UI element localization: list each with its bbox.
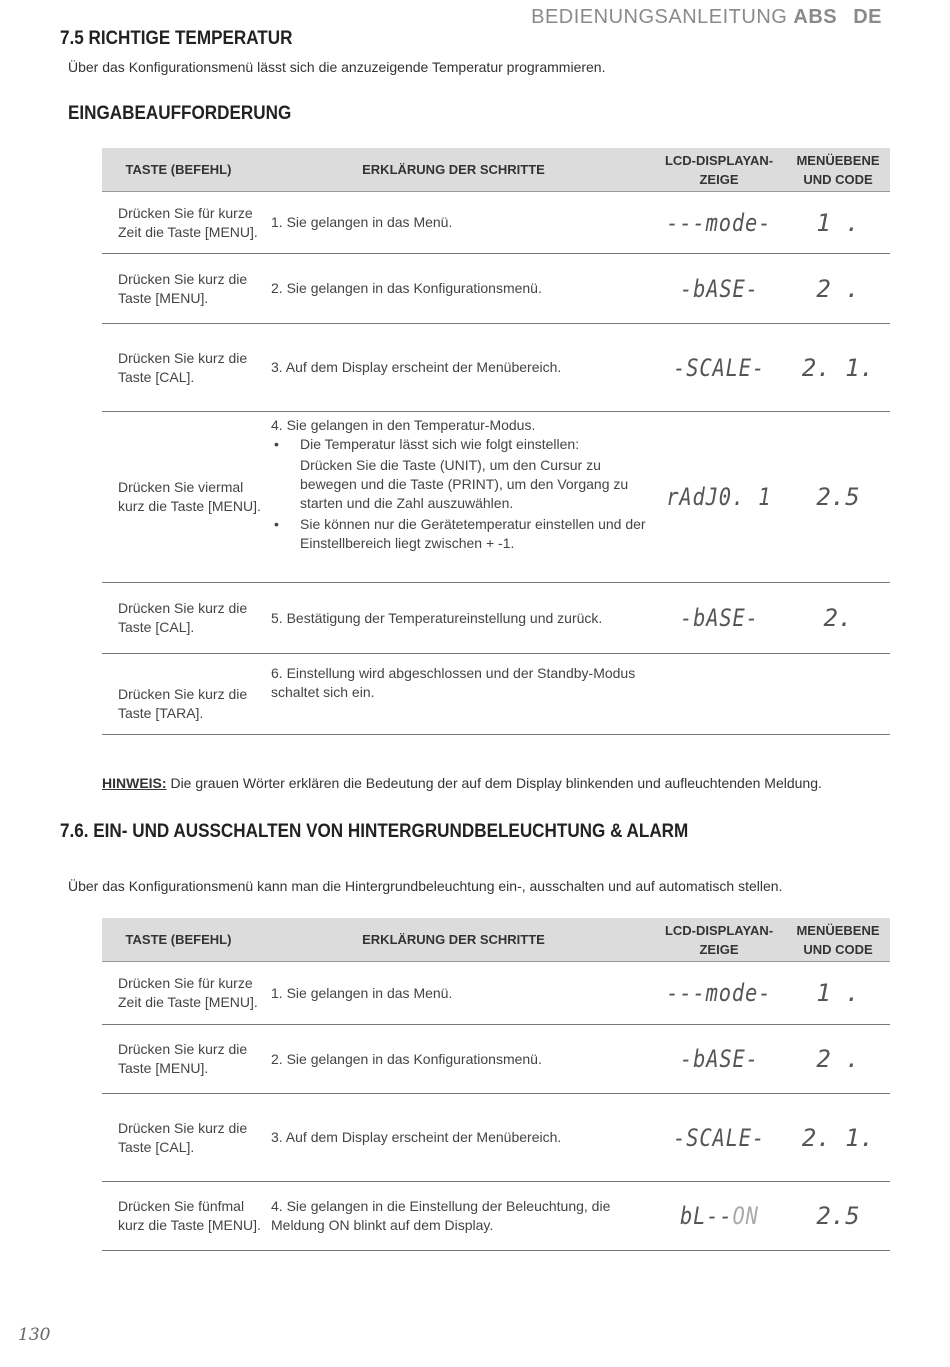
menu-code: 2.5: [816, 483, 860, 511]
key-cell: Drücken Sie kurz die Taste [MENU].: [118, 270, 248, 306]
step-cell: 6. Einstellung wird abgeschlossen und der Standby-Modus schaltet sich ein.: [271, 665, 636, 700]
subsection-title-prompt: EINGABEAUFFORDERUNG: [68, 103, 292, 124]
lcd-cell: [652, 685, 786, 703]
table-row: [102, 962, 890, 1025]
section-title-temperature: 7.5 RICHTIGE TEMPERATUR: [60, 28, 293, 49]
table-row: [102, 1094, 890, 1182]
header-key: TASTE (BEFEHL): [125, 932, 232, 947]
step-cell: 1. Sie gelangen in das Menü.: [271, 984, 453, 1001]
lcd-display-text: -bASE-: [679, 1045, 759, 1073]
menu-code: 2 .: [816, 274, 860, 303]
lcd-cell: [652, 209, 786, 237]
code-cell: [786, 1202, 890, 1230]
lcd-cell: [652, 979, 786, 1007]
header-lcd: LCD-DISPLAYAN- ZEIGE: [664, 152, 774, 187]
document-header: [531, 6, 882, 29]
table-row: [102, 1025, 890, 1094]
step-cell: 1. Sie gelangen in das Menü.: [271, 214, 453, 230]
key-cell: Drücken Sie kurz die Taste [CAL].: [118, 349, 248, 385]
menu-code: 2.: [823, 604, 853, 632]
menu-code: 2. 1.: [801, 1123, 875, 1152]
key-cell: Drücken Sie fünfmal kurz die Taste [MENU].: [118, 1198, 261, 1233]
page-number: 130: [18, 1325, 51, 1345]
step-cell: 3. Auf dem Display erscheint der Menübereich.: [271, 1129, 562, 1145]
code-cell: [786, 354, 890, 382]
key-cell: Drücken Sie kurz die Taste [CAL].: [118, 600, 248, 635]
code-cell: [786, 979, 890, 1007]
lcd-display-text: ---mode-: [666, 979, 772, 1007]
table-row: [102, 654, 890, 735]
lcd-cell: [652, 604, 786, 632]
key-cell: Drücken Sie kurz die Taste [MENU].: [118, 1041, 248, 1076]
header-menu-code: MENÜEBENE UND CODE: [796, 152, 880, 187]
menu-code: 2.5: [816, 1202, 860, 1230]
step-cell: 4. Sie gelangen in die Einstellung der Beleuchtung, die Meldung ON blinkt auf dem Display.: [271, 1198, 611, 1233]
note-label: HINWEIS:: [102, 775, 167, 791]
instruction-table-backlight: [102, 918, 890, 1251]
table-header: [102, 918, 890, 962]
code-cell: [786, 483, 890, 511]
table-row: [102, 192, 890, 254]
key-cell: Drücken Sie kurz die Taste [CAL].: [118, 1119, 248, 1155]
lcd-cell: [652, 1124, 786, 1152]
step-cell: 3. Auf dem Display erscheint der Menübereich.: [271, 359, 562, 375]
code-cell: [786, 209, 890, 237]
lcd-display-text: -bASE-: [679, 274, 759, 303]
lcd-cell: [652, 275, 786, 303]
code-cell: [786, 275, 890, 303]
lcd-display-text: -SCALE-: [673, 353, 765, 382]
section-intro-backlight: Über das Konfigurationsmenü kann man die Hintergrundbeleuchtung ein-, ausschalten und auf automatisch stellen.: [68, 878, 783, 894]
step-cell: 2. Sie gelangen in das Konfigurationsmenü.: [271, 1050, 542, 1067]
code-cell: [786, 604, 890, 632]
step-title: 4. Sie gelangen in den Temperatur-Modus.: [271, 417, 536, 433]
table-row: [102, 324, 890, 412]
step-cell: 5. Bestätigung der Temperatureinstellung und zurück.: [271, 609, 603, 626]
lcd-cell: [652, 1202, 786, 1230]
instruction-table-temperature: [102, 148, 890, 735]
lcd-blinking-text: ON: [732, 1202, 759, 1230]
section-title-backlight: 7.6. EIN- UND AUSSCHALTEN VON HINTERGRUNDBELEUCHTUNG & ALARM: [60, 821, 689, 842]
header-menu-code: MENÜEBENE UND CODE: [796, 922, 880, 957]
header-language: DE: [853, 6, 882, 28]
step-bullet-list: [271, 435, 646, 553]
lcd-cell: [652, 354, 786, 382]
lcd-cell: [652, 483, 786, 511]
key-cell: Drücken Sie viermal kurz die Taste [MENU].: [118, 479, 261, 514]
menu-code: 2. 1.: [801, 353, 875, 382]
menu-code: 1 .: [816, 979, 860, 1007]
header-steps: ERKLÄRUNG DER SCHRITTE: [362, 932, 545, 947]
step-bullet: • Die Temperatur lässt sich wie folgt einstellen: Drücken Sie die Taste (UNIT), um den Cursur zu bewegen und die Taste (PRINT), um den Vorgang zu starten und die Zahl auszuwählen.: [271, 435, 646, 513]
lcd-display-text: rAdJ0. 1: [666, 483, 772, 511]
lcd-display-text: bL--ON: [679, 1202, 759, 1230]
step-cell: 2. Sie gelangen in das Konfigurationsmenü.: [271, 280, 542, 296]
step-bullet-detail: Drücken Sie die Taste (UNIT), um den Cursur zu bewegen und die Taste (PRINT), um den Vorgang zu starten und die Zahl auszuwählen.: [300, 457, 629, 511]
key-cell: Drücken Sie kurz die Taste [TARA].: [118, 686, 248, 721]
key-cell: Drücken Sie für kurze Zeit die Taste [MENU].: [118, 975, 258, 1010]
header-key: TASTE (BEFEHL): [125, 162, 232, 177]
table-row: [102, 412, 890, 583]
step-bullet: • Sie können nur die Gerätetemperatur einstellen und der Einstellbereich liegt zwischen + -1.: [271, 515, 646, 553]
menu-code: 2 .: [816, 1045, 860, 1073]
header-brand: ABS: [793, 6, 838, 28]
header-title: BEDIENUNGSANLEITUNG: [531, 6, 788, 28]
menu-code: 1 .: [816, 208, 860, 237]
code-cell: [786, 1045, 890, 1073]
code-cell: [786, 1124, 890, 1152]
table-header: [102, 148, 890, 192]
table-row: [102, 1182, 890, 1251]
note: [102, 775, 822, 791]
lcd-display-text: ---mode-: [666, 208, 772, 237]
note-text: Die grauen Wörter erklären die Bedeutung der auf dem Display blinkenden und aufleuchtenden Meldung.: [166, 775, 822, 791]
header-lcd: LCD-DISPLAYAN- ZEIGE: [664, 922, 774, 957]
section-intro-temperature: Über das Konfigurationsmenü lässt sich die anzuzeigende Temperatur programmieren.: [68, 59, 606, 75]
table-row: [102, 254, 890, 324]
header-steps: ERKLÄRUNG DER SCHRITTE: [362, 162, 545, 177]
lcd-display-text: -SCALE-: [673, 1123, 765, 1152]
step-cell: [271, 412, 652, 553]
lcd-cell: [652, 1045, 786, 1073]
key-cell: Drücken Sie für kurze Zeit die Taste [MENU].: [118, 204, 258, 240]
table-row: [102, 583, 890, 654]
lcd-display-text: -bASE-: [679, 604, 759, 632]
